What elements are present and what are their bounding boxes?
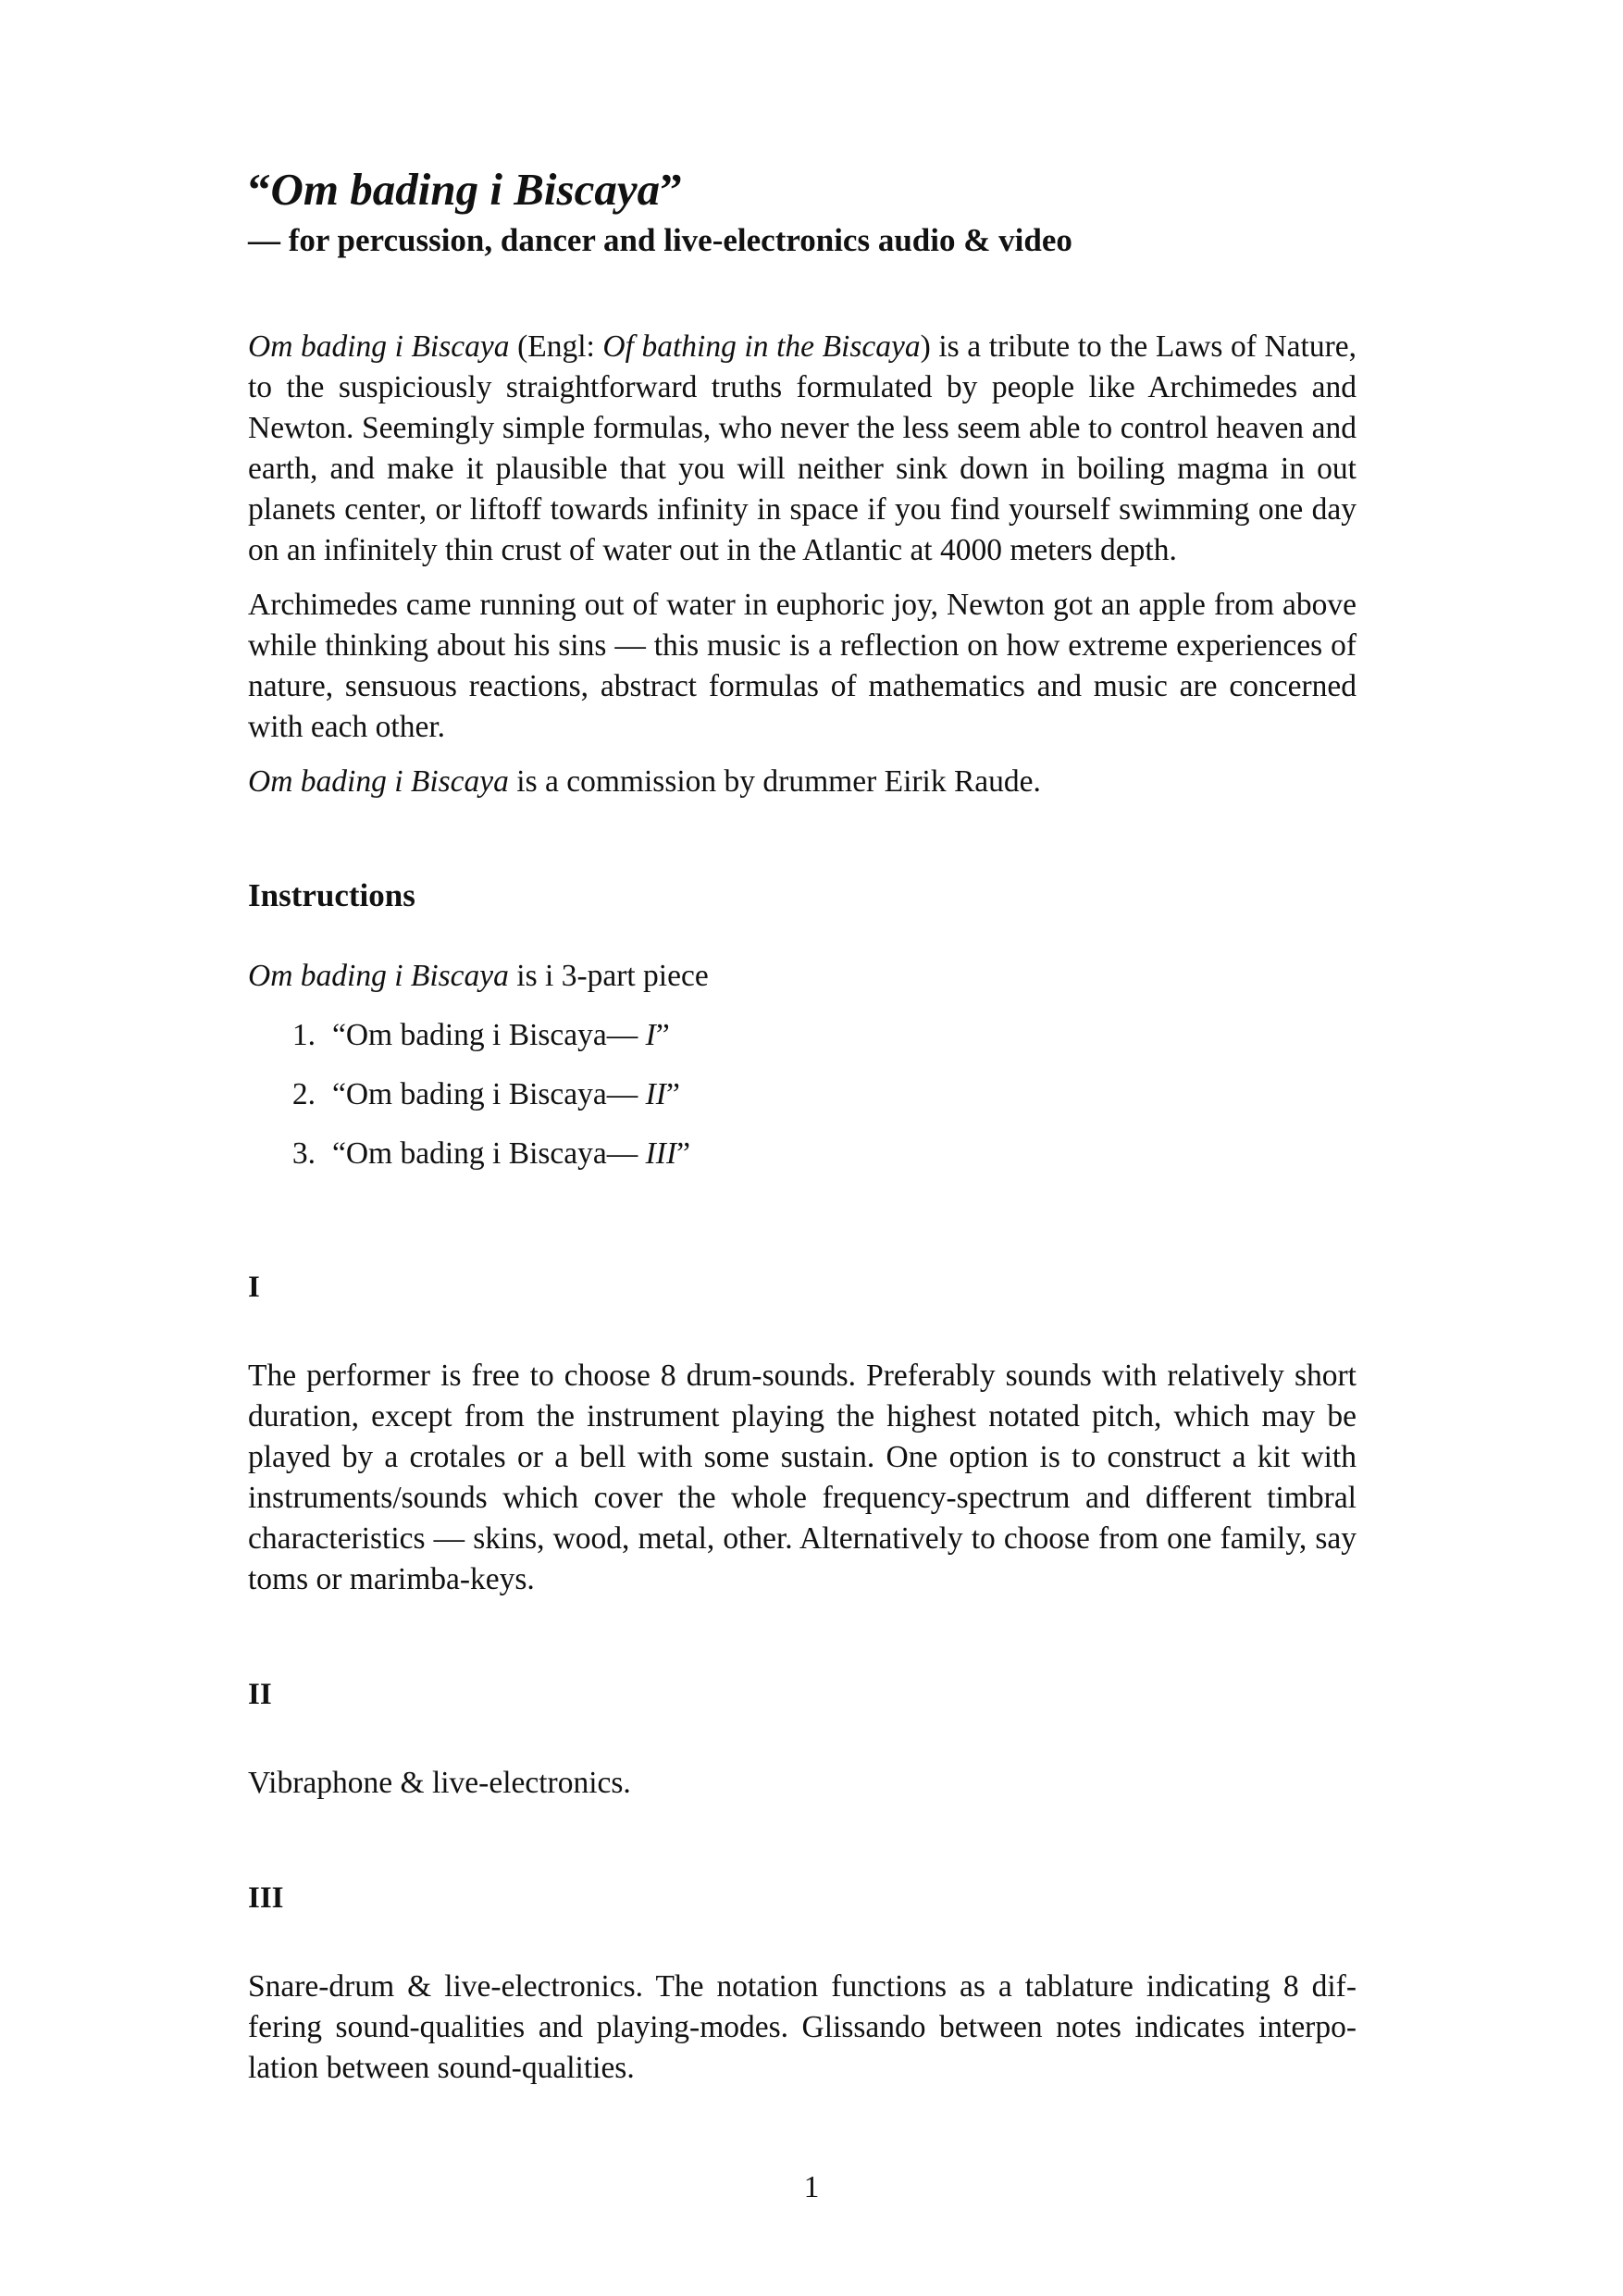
instructions-lead-text: is i 3-part piece	[508, 959, 709, 993]
list-item-number: 2.	[291, 1077, 316, 1111]
intro-paragraph-1	[248, 327, 1357, 571]
list-item-numeral: II	[645, 1077, 666, 1111]
list-item	[248, 1074, 1357, 1115]
engl-prefix: (Engl:	[509, 329, 603, 364]
section-body-iii: Snare-drum & live-electronics. The notation functions as a tablature indicating 8 differing sound-qualities and playing-modes. Glissando between notes indicates interpolation between sound-qualities.	[248, 1969, 1357, 2085]
section-body-ii: Vibraphone & live-electronics.	[248, 1766, 631, 1800]
list-item-prefix: “Om bading i Biscaya—	[332, 1018, 646, 1052]
title-text: Om bading i Biscaya	[270, 164, 661, 215]
list-item-numeral: I	[645, 1018, 656, 1052]
section-heading-iii: III	[248, 1881, 284, 1915]
work-title: Om bading i Biscaya	[248, 764, 509, 799]
list-item-label	[332, 1077, 680, 1111]
list-item-suffix: ”	[676, 1136, 690, 1171]
document-title	[248, 162, 1357, 217]
document-page	[248, 162, 1357, 2089]
section-heading-i: I	[248, 1271, 260, 1304]
work-title: Om bading i Biscaya	[248, 959, 509, 993]
list-item	[248, 1015, 1357, 1056]
document-subtitle: — for percussion, dancer and live-electronics audio & video	[248, 222, 1072, 258]
list-item-suffix: ”	[655, 1018, 670, 1052]
engl-title: Of bathing in the Biscaya	[602, 329, 921, 364]
instructions-heading: Instructions	[248, 877, 415, 913]
intro-paragraph-2: Archimedes came running out of water in euphoric joy, Newton got an apple from above while thinking about his sins — this music is a reflection on how extreme experiences of nature, sensuous reactions, abstract formulas of mathematics and music are concerned with each other.	[248, 588, 1357, 744]
list-item-number: 3.	[291, 1136, 316, 1171]
list-item	[248, 1134, 1357, 1174]
list-item-label	[332, 1136, 690, 1171]
list-item-numeral: III	[645, 1136, 677, 1171]
parts-list	[248, 1015, 1357, 1174]
page-number: 1	[803, 2170, 820, 2204]
title-open-quote: “	[248, 164, 271, 215]
intro-paragraph-3	[248, 762, 1357, 802]
section-heading-ii: II	[248, 1678, 272, 1711]
list-item-number: 1.	[291, 1018, 316, 1052]
list-item-suffix: ”	[665, 1077, 680, 1111]
section-body-i: The performer is free to choose 8 drum-sounds. Preferably sounds with relatively short duration, except from the instrument playing the highest notated pitch, which may be played by a crotales or a bell with some sustain. One option is to construct a kit with instruments/sounds which cover the whole frequency-spectrum and different timbral characteristics — skins, wood, metal, other. Alternatively to choose from one family, say toms or marimba-keys.	[248, 1359, 1357, 1596]
list-item-label	[332, 1018, 670, 1052]
instructions-lead	[248, 956, 1357, 997]
title-close-quote: ”	[660, 164, 683, 215]
work-title: Om bading i Biscaya	[248, 329, 510, 364]
intro-paragraph-1-text: ) is a tribute to the Laws of Nature, to the suspiciously straightforward truths formulated by people like Archimedes and Newton. Seemingly simple formulas, who never the less seem able to control heaven and earth, and make it plausible that you will neither sink down in boiling magma in out planets center, or liftoff towards infinity in space if you find yourself swimming one day on an infinitely thin crust of water out in the Atlantic at 4000 meters depth.	[248, 329, 1357, 567]
list-item-prefix: “Om bading i Biscaya—	[332, 1077, 646, 1111]
intro-paragraph-3-text: is a commission by drummer Eirik Raude.	[508, 764, 1041, 799]
list-item-prefix: “Om bading i Biscaya—	[332, 1136, 646, 1171]
